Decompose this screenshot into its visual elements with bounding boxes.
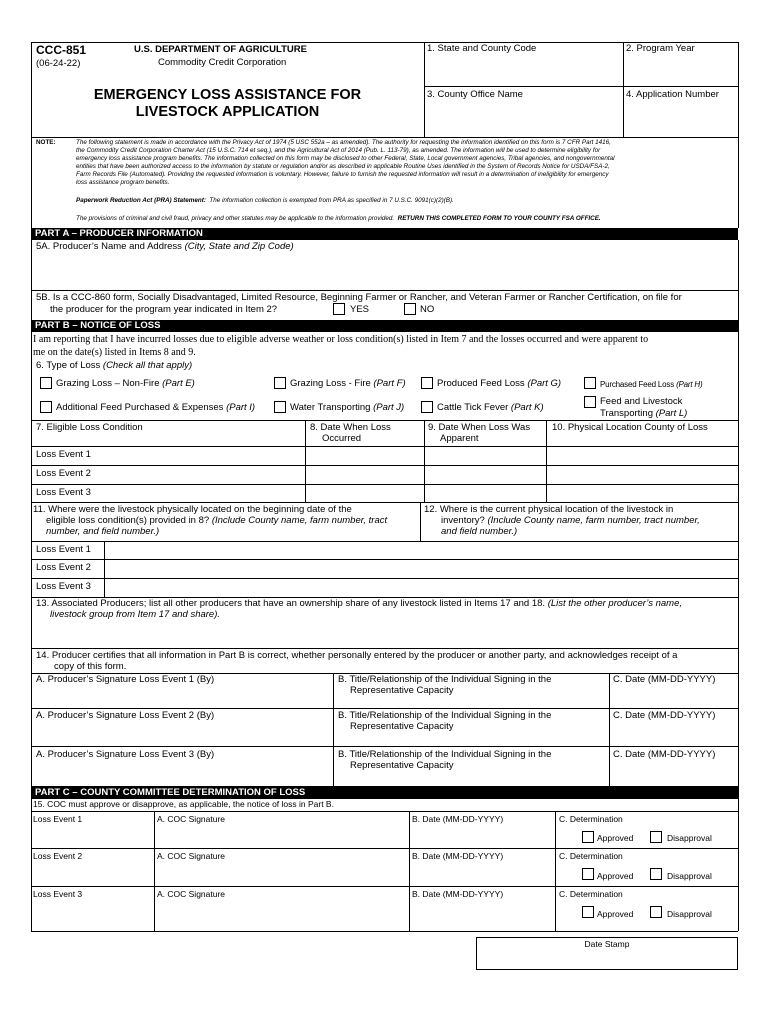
purchased-feed-checkbox[interactable] — [584, 377, 596, 389]
pra-text: The information collection is exempted from PRA as specified in 7 U.S.C. 9091(c)(2)(B). — [209, 197, 454, 204]
item8-label-line2: Occurred — [322, 433, 362, 444]
approved-checkbox[interactable] — [582, 868, 594, 880]
state-county-code-label: 1. State and County Code — [427, 43, 537, 54]
county-office-name-label: 3. County Office Name — [427, 89, 523, 100]
cattle-tick-text: Cattle Tick Fever — [437, 402, 509, 413]
item13-line2: livestock group from Item 17 and share). — [50, 609, 221, 620]
item12-hint: (Include County name, farm number, tract number, — [487, 515, 700, 526]
water-transport-text: Water Transporting — [290, 402, 371, 413]
item7-label: 7. Eligible Loss Condition — [36, 422, 143, 433]
part-e-ref: (Part E) — [162, 378, 195, 389]
water-transport-checkbox[interactable] — [274, 401, 286, 413]
date-stamp-label: Date Stamp — [584, 939, 630, 949]
determination-label: C. Determination — [559, 889, 623, 899]
item5b-line1: 5B. Is a CCC-860 form, Socially Disadvantaged, Limited Resource, Beginning Farmer or Rancher, and Veteran Farmer or Rancher Certification, on file for — [36, 292, 682, 303]
item11-line1: 11. Where were the livestock physically located on the beginning date of the — [33, 504, 352, 515]
grazing-nonfire-label — [56, 379, 195, 390]
part-h-ref: (Part H) — [676, 380, 703, 389]
notice-statement-line1: I am reporting that I have incurred losses due to eligible adverse weather or loss condition(s) listed in Item 7 and the losses occurred and were apparent to — [33, 334, 649, 345]
signature-date-label: C. Date (MM-DD-YYYY) — [613, 749, 716, 760]
title-relationship-label-line2: Representative Capacity — [350, 685, 454, 696]
coc-signature-label: A. COC Signature — [157, 814, 226, 824]
coc-signature-label: A. COC Signature — [157, 851, 226, 861]
feed-livestock-line2 — [600, 409, 687, 420]
title-relationship-label-line2: Representative Capacity — [350, 760, 454, 771]
part-l-ref: (Part L) — [655, 408, 688, 419]
coc-date-label: B. Date (MM-DD-YYYY) — [412, 889, 504, 899]
disapproval-label: Disapproval — [667, 871, 712, 881]
purchased-feed-text: Purchased Feed Loss — [600, 380, 675, 389]
form-number: CCC-851 — [36, 43, 87, 57]
part-a-heading: PART A – PRODUCER INFORMATION — [31, 228, 738, 240]
item12-line3: and field number.) — [441, 526, 518, 537]
item15-label: 15. COC must approve or disapprove, as applicable, the notice of loss in Part B. — [33, 799, 334, 809]
no-label: NO — [420, 304, 435, 315]
disapproval-checkbox[interactable] — [650, 868, 662, 880]
part-i-ref: (Part I) — [226, 402, 256, 413]
pra-label: Paperwork Reduction Act (PRA) Statement: — [76, 197, 206, 204]
disapproval-checkbox[interactable] — [650, 906, 662, 918]
grazing-nonfire-checkbox[interactable] — [40, 377, 52, 389]
return-instruction: RETURN THIS COMPLETED FORM TO YOUR COUNTY FSA OFFICE. — [397, 215, 601, 222]
cattle-tick-checkbox[interactable] — [421, 401, 433, 413]
producer-signature-3-label: A. Producer’s Signature Loss Event 3 (By) — [36, 749, 215, 760]
additional-feed-label — [56, 403, 255, 414]
item6-label-text: 6. Type of Loss — [36, 360, 101, 371]
water-transport-label — [290, 403, 404, 414]
part-k-ref: (Part K) — [510, 402, 544, 413]
county-office-name-field[interactable] — [425, 102, 622, 136]
signature-date-label: C. Date (MM-DD-YYYY) — [613, 674, 716, 685]
yes-label: YES — [350, 304, 370, 315]
approved-checkbox[interactable] — [582, 831, 594, 843]
approved-label: Approved — [597, 909, 634, 919]
title-relationship-label: B. Title/Relationship of the Individual Signing in the — [338, 710, 552, 721]
additional-feed-text: Additional Feed Purchased & Expenses — [56, 402, 224, 413]
item12-line1: 12. Where is the current physical location of the livestock in — [424, 504, 674, 515]
part-f-ref: (Part F) — [373, 378, 406, 389]
item10-label: 10. Physical Location County of Loss — [552, 422, 708, 433]
feed-livestock-text: Transporting — [600, 408, 653, 419]
pra-statement — [76, 197, 454, 204]
state-county-code-field[interactable] — [425, 56, 622, 85]
title-relationship-label: B. Title/Relationship of the Individual Signing in the — [338, 749, 552, 760]
table-row-label: Loss Event 1 — [33, 814, 83, 824]
producer-signature-1-label: A. Producer’s Signature Loss Event 1 (By) — [36, 674, 215, 685]
item8-label-line1: 8. Date When Loss — [310, 422, 391, 433]
item5b-line2: the producer for the program year indicated in Item 2? — [50, 304, 278, 315]
disapproval-label: Disapproval — [667, 909, 712, 919]
notice-statement-line2: me on the date(s) listed in Items 8 and 9. — [33, 347, 196, 358]
agency-name: U.S. DEPARTMENT OF AGRICULTURE — [134, 44, 307, 55]
coc-date-label: B. Date (MM-DD-YYYY) — [412, 814, 504, 824]
table-row-label: Loss Event 2 — [33, 851, 83, 861]
application-number-label: 4. Application Number — [626, 89, 719, 100]
grazing-fire-text: Grazing Loss - Fire — [290, 378, 371, 389]
cattle-tick-label — [437, 403, 544, 414]
determination-label: C. Determination — [559, 814, 623, 824]
part-j-ref: (Part J) — [373, 402, 405, 413]
provisions-text: The provisions of criminal and civil fraud, privacy and other statutes may be applicable to the information provided. — [76, 215, 395, 222]
item14-line2: copy of this form. — [54, 661, 127, 672]
table-row-label: Loss Event 1 — [36, 449, 91, 460]
application-number-field[interactable] — [624, 102, 737, 136]
item11-hint: (Include County name, farm number, tract — [211, 515, 388, 526]
produced-feed-text: Produced Feed Loss — [437, 378, 525, 389]
program-year-field[interactable] — [624, 56, 737, 85]
privacy-text-line: the Commodity Credit Corporation Charter Act (15 U.S.C. 714 et seq.), and the Agricultural Act of 2014 (Pub. L. 113-79), as amended. The information will be used to determine eligibility for — [76, 147, 601, 154]
privacy-text-line: loss assistance program benefits. — [76, 179, 170, 186]
grazing-fire-checkbox[interactable] — [274, 377, 286, 389]
approved-label: Approved — [597, 833, 634, 843]
form-title-line1: EMERGENCY LOSS ASSISTANCE FOR — [93, 87, 362, 103]
approved-checkbox[interactable] — [582, 906, 594, 918]
item6-label — [36, 361, 192, 372]
determination-label: C. Determination — [559, 851, 623, 861]
no-checkbox[interactable] — [404, 303, 416, 315]
table-row-label: Loss Event 3 — [33, 889, 83, 899]
item11-line3: number, and field number.) — [46, 526, 160, 537]
item5a-label-text: 5A. Producer’s Name and Address — [36, 241, 182, 252]
table-row-label: Loss Event 2 — [36, 562, 91, 573]
produced-feed-checkbox[interactable] — [421, 377, 433, 389]
item13-text: 13. Associated Producers; list all other producers that have an ownership share of any livestock listed in Items 17 and 18. — [36, 598, 546, 609]
grazing-nonfire-text: Grazing Loss – Non-Fire — [56, 378, 160, 389]
grazing-fire-label — [290, 379, 406, 390]
item6-hint: (Check all that apply) — [102, 360, 193, 371]
item14-line1: 14. Producer certifies that all information in Part B is correct, whether personally entered by the producer or another party, and acknowledges receipt of a — [36, 650, 678, 661]
form-title-line2: LIVESTOCK APPLICATION — [135, 104, 320, 120]
provisions-statement — [76, 215, 601, 222]
signature-date-label: C. Date (MM-DD-YYYY) — [613, 710, 716, 721]
program-year-label: 2. Program Year — [626, 43, 695, 54]
feed-livestock-line1: Feed and Livestock — [600, 396, 683, 407]
item13-hint: (List the other producer’s name, — [547, 598, 683, 609]
coc-signature-label: A. COC Signature — [157, 889, 226, 899]
coc-date-label: B. Date (MM-DD-YYYY) — [412, 851, 504, 861]
produced-feed-label — [437, 379, 561, 390]
privacy-text-line: emergency loss assistance program benefits. The information collected on this form may be disclosed to other Federal, State, Local government agencies, Tribal agencies, and nongovernmental — [76, 155, 615, 162]
table-row-label: Loss Event 2 — [36, 468, 91, 479]
part-c-heading: PART C – COUNTY COMMITTEE DETERMINATION OF LOSS — [31, 787, 738, 799]
form-date: (06-24-22) — [36, 58, 81, 69]
feed-livestock-transport-checkbox[interactable] — [584, 396, 596, 408]
title-relationship-label-line2: Representative Capacity — [350, 721, 454, 732]
privacy-text-line: The following statement is made in accordance with the Privacy Act of 1974 (5 USC 552a – as amended). The authority for requesting the information identified on this form is 7 CFR Part 1416, — [76, 139, 611, 146]
yes-checkbox[interactable] — [333, 303, 345, 315]
purchased-feed-label — [600, 380, 702, 389]
title-relationship-label: B. Title/Relationship of the Individual Signing in the — [338, 674, 552, 685]
sub-agency-name: Commodity Credit Corporation — [158, 57, 287, 68]
part-b-heading: PART B – NOTICE OF LOSS — [31, 320, 738, 332]
table-row-label: Loss Event 3 — [36, 581, 91, 592]
additional-feed-checkbox[interactable] — [40, 401, 52, 413]
disapproval-label: Disapproval — [667, 833, 712, 843]
item12-text: inventory? — [441, 515, 485, 526]
note-label: NOTE: — [36, 139, 56, 146]
item5a-label — [36, 242, 294, 253]
associated-producers-field[interactable] — [33, 623, 736, 647]
part-g-ref: (Part G) — [527, 378, 562, 389]
item5a-hint: (City, State and Zip Code) — [184, 241, 294, 252]
table-row-label: Loss Event 1 — [36, 544, 91, 555]
producer-signature-2-label: A. Producer’s Signature Loss Event 2 (By) — [36, 710, 215, 721]
item11-text: eligible loss condition(s) provided in 8? — [46, 515, 210, 526]
privacy-text-line: Farm Records File (Automated). Providing the requested information is voluntary. However, failure to furnish the requested information will result in a determination of ineligibility for emergency — [76, 171, 609, 178]
item9-label-line1: 9. Date When Loss Was — [428, 422, 531, 433]
privacy-text-line: entities that have been authorized access to the information by statute or regulation and/or as described in applicable Routine Uses identified in the System of Records Notice for USDA/FSA-2, — [76, 163, 610, 170]
disapproval-checkbox[interactable] — [650, 831, 662, 843]
approved-label: Approved — [597, 871, 634, 881]
item9-label-line2: Apparent — [440, 433, 479, 444]
table-row-label: Loss Event 3 — [36, 487, 91, 498]
producer-name-address-field[interactable] — [33, 255, 736, 289]
